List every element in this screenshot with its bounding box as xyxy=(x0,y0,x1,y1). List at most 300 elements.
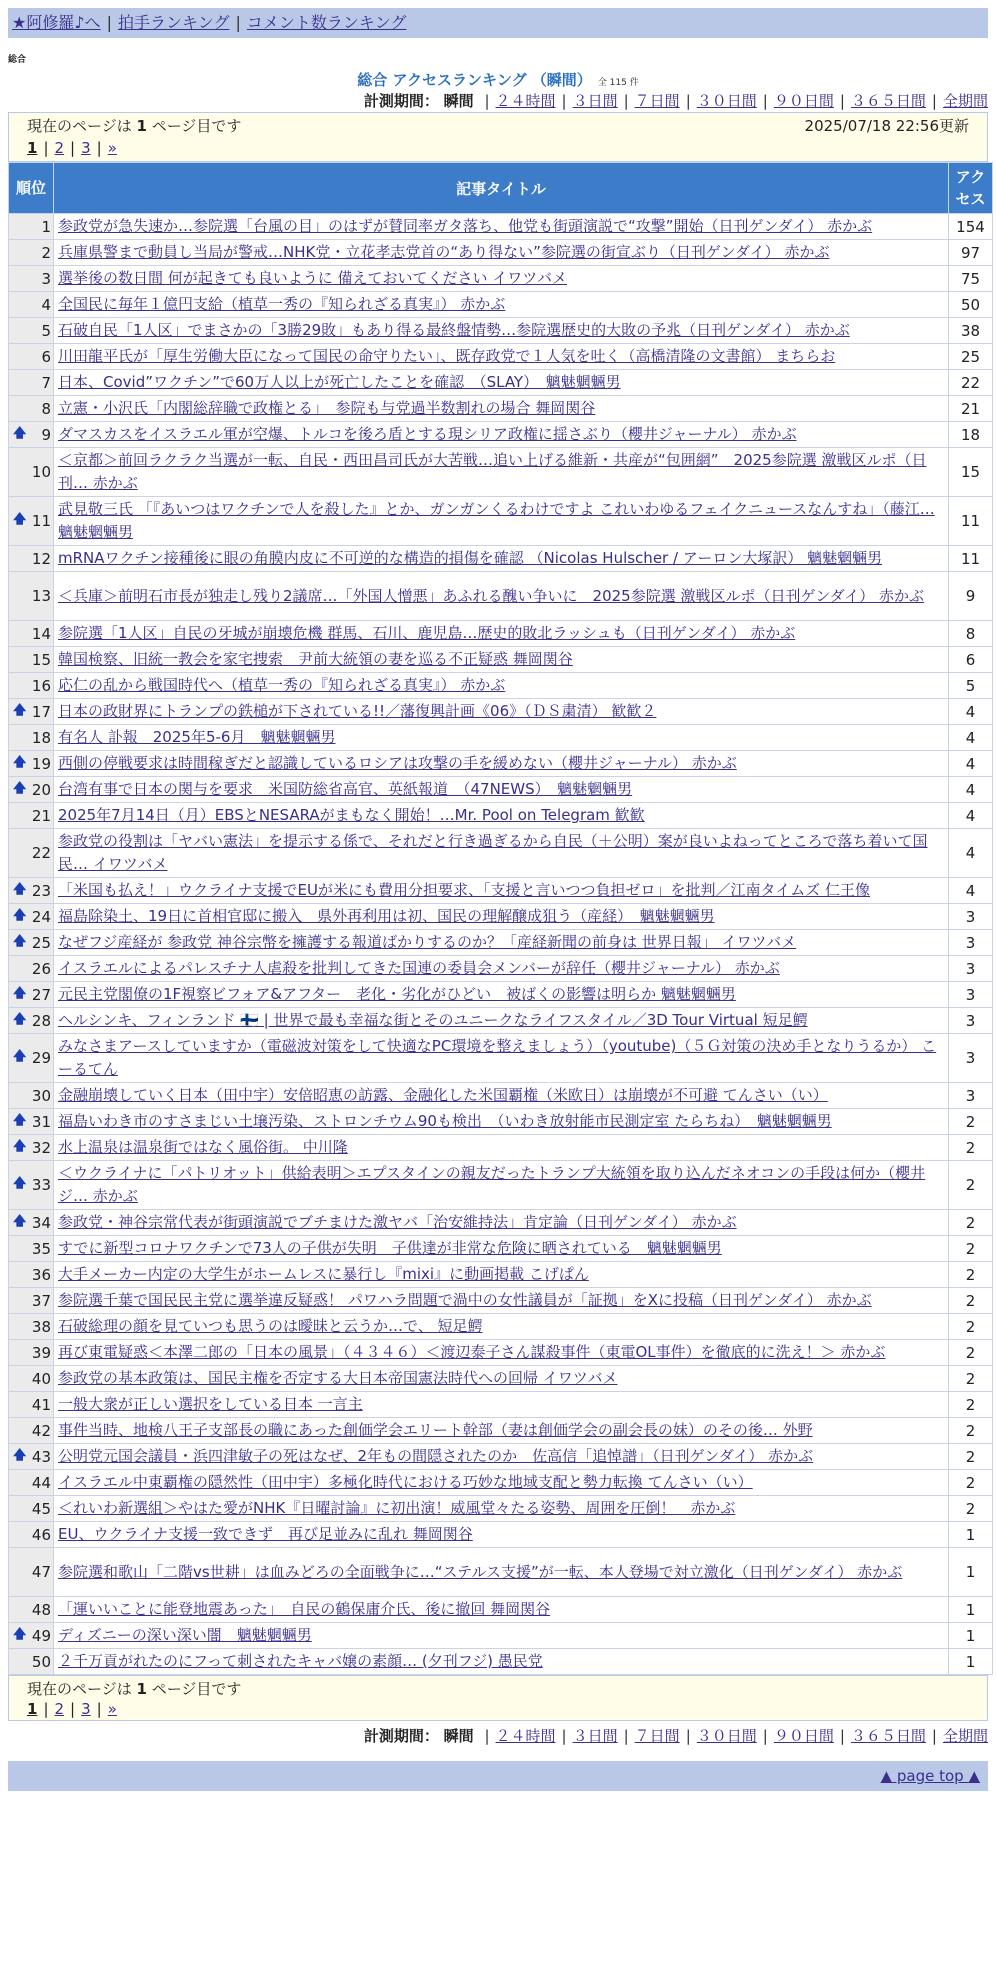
article-link[interactable]: 福島除染土、19日に首相官邸に搬入 県外再利用は初、国民の理解醸成狙う（産経） 魑魅魍魎男 xyxy=(58,907,715,925)
title-cell xyxy=(54,673,949,699)
access-count: 4 xyxy=(949,829,993,878)
rank-cell xyxy=(9,751,54,777)
rank-cell xyxy=(9,497,54,546)
table-row xyxy=(9,1083,993,1109)
rank-number: 41 xyxy=(31,1395,51,1414)
period-separator: | xyxy=(623,1727,629,1745)
access-count: 2 xyxy=(949,1340,993,1366)
rank-up-arrow-icon: 🡅 xyxy=(13,985,27,1001)
access-count: 6 xyxy=(949,647,993,673)
article-link[interactable]: 川田龍平氏が「厚生労働大臣になって国民の命守りたい」、既存政党で１人気を吐く（高橋清隆の文書館） まちらお xyxy=(58,347,836,365)
rank-number: 19 xyxy=(31,754,51,773)
rank-number: 2 xyxy=(41,243,51,262)
access-count: 9 xyxy=(949,572,993,621)
rank-number: 32 xyxy=(31,1138,51,1157)
rank-cell xyxy=(9,725,54,751)
pager-current: 1 xyxy=(27,139,38,157)
rank-up-arrow-icon: 🡅 xyxy=(13,512,27,527)
rank-cell xyxy=(9,266,54,292)
table-row xyxy=(9,1649,993,1675)
rank-number: 34 xyxy=(31,1213,51,1232)
rank-cell xyxy=(9,318,54,344)
table-row xyxy=(9,673,993,699)
title-cell xyxy=(54,1392,949,1418)
rank-up-arrow-icon: 🡅 xyxy=(13,780,27,796)
rank-cell xyxy=(9,344,54,370)
rank-cell xyxy=(9,1288,54,1314)
rank-number: 7 xyxy=(41,373,51,392)
table-row xyxy=(9,1623,993,1649)
rank-number: 23 xyxy=(31,881,51,900)
rank-number: 45 xyxy=(31,1499,51,1518)
article-link[interactable]: 石破総理の顔を見ていつも思うのは曖昧と云うか…で、 短足鰐 xyxy=(58,1317,483,1335)
article-link[interactable]: 石破自民「1人区」でまさかの「3勝29敗」もあり得る最終盤情勢…参院選歴史的大敗の予兆（日刊ゲンダイ） 赤かぶ xyxy=(58,321,850,339)
access-count: 4 xyxy=(949,699,993,725)
table-row xyxy=(9,725,993,751)
rank-number: 26 xyxy=(31,959,51,978)
period-link[interactable]: ３６５日間 xyxy=(850,92,926,110)
period-link[interactable]: ９０日間 xyxy=(773,92,834,110)
rank-number: 10 xyxy=(31,463,51,481)
article-link[interactable]: 参院選「1人区」自民の牙城が崩壊危機 群馬、石川、鹿児島…歴史的敗北ラッシュも（日刊ゲンダイ） 赤かぶ xyxy=(58,624,796,642)
access-count: 2 xyxy=(949,1418,993,1444)
period-separator: | xyxy=(762,1727,768,1745)
access-count: 3 xyxy=(949,982,993,1008)
rank-cell xyxy=(9,1210,54,1236)
table-row xyxy=(9,1597,993,1623)
table-row xyxy=(9,956,993,982)
article-link[interactable]: 「運いいことに能登地震あった」 自民の鶴保庸介氏、後に撤回 舞岡関谷 xyxy=(58,1600,551,1618)
title-cell xyxy=(54,214,949,240)
title-cell xyxy=(54,1444,949,1470)
rank-cell xyxy=(9,699,54,725)
article-link[interactable]: 韓国検察、旧統一教会を家宅捜索 尹前大統領の妻を巡る不正疑惑 舞岡関谷 xyxy=(58,650,573,668)
current-page-text-bottom: 現在のページは 1 ページ目です xyxy=(27,1680,242,1698)
title-cell xyxy=(54,266,949,292)
title-cell xyxy=(54,647,949,673)
access-count: 3 xyxy=(949,1008,993,1034)
period-link[interactable]: ２４時間 xyxy=(495,92,556,110)
table-row xyxy=(9,546,993,572)
period-separator: | xyxy=(931,92,937,110)
title-cell xyxy=(54,572,949,621)
period-link[interactable]: ３６５日間 xyxy=(850,1727,926,1745)
rank-cell xyxy=(9,422,54,448)
rank-number: 30 xyxy=(31,1086,51,1105)
article-link[interactable]: 選挙後の数日間 何が起きても良いように 備えておいてください イワツバメ xyxy=(58,269,568,287)
pager-separator: | xyxy=(70,1700,76,1718)
rank-cell xyxy=(9,1418,54,1444)
title-cell xyxy=(54,930,949,956)
table-row xyxy=(9,422,993,448)
article-link[interactable]: 参院選千葉で国民民主党に選挙違反疑惑！ パワハラ問題で渦中の女性議員が「証拠」をXに投稿（日刊ゲンダイ） 赤かぶ xyxy=(58,1291,872,1309)
title-cell xyxy=(54,497,949,546)
article-link[interactable]: 元民主党閣僚の1F視察ビフォア&アフター 老化・劣化がひどい 被ばくの影響は明らか 魑魅魍魎男 xyxy=(58,985,736,1003)
table-row xyxy=(9,1262,993,1288)
period-links xyxy=(478,92,988,110)
table-row xyxy=(9,777,993,803)
rank-cell xyxy=(9,1262,54,1288)
rank-number: 3 xyxy=(41,269,51,288)
table-row xyxy=(9,699,993,725)
article-link[interactable]: なぜフジ産経が 参政党 神谷宗幣を擁護する報道ばかりするのか？「産経新聞の前身は 世界日報」 イワツバメ xyxy=(58,933,797,951)
rank-cell xyxy=(9,647,54,673)
home-link[interactable]: ★阿修羅♪へ xyxy=(12,13,101,32)
pager-separator: | xyxy=(43,1700,49,1718)
access-count: 8 xyxy=(949,621,993,647)
title-cell xyxy=(54,725,949,751)
title-cell xyxy=(54,1210,949,1236)
access-count: 50 xyxy=(949,292,993,318)
article-link[interactable]: 台湾有事で日本の関与を要求 米国防総省高官、英紙報道 （47NEWS） 魑魅魍魎男 xyxy=(58,780,633,798)
table-row xyxy=(9,829,993,878)
rank-cell xyxy=(9,1340,54,1366)
article-link[interactable]: 立憲・小沢氏「内閣総辞職で政権とる」 参院も与党過半数割れの場合 舞岡関谷 xyxy=(58,399,596,417)
table-row xyxy=(9,266,993,292)
access-count: 3 xyxy=(949,956,993,982)
article-link[interactable]: ＜ウクライナに「パトリオット」供給表明＞エプスタインの親友だったトランプ大統領を取り込んだネオコンの手段は何か（櫻井ジ… 赤かぶ xyxy=(58,1164,926,1205)
table-row xyxy=(9,982,993,1008)
rank-cell xyxy=(9,930,54,956)
rank-number: 31 xyxy=(31,1112,51,1131)
table-row xyxy=(9,1314,993,1340)
article-link[interactable]: イスラエルによるパレスチナ人虐殺を批判してきた国連の委員会メンバーが辞任（櫻井ジャーナル） 赤かぶ xyxy=(58,959,780,977)
rank-cell xyxy=(9,1135,54,1161)
access-count: 2 xyxy=(949,1135,993,1161)
pager-link[interactable]: 3 xyxy=(81,1700,91,1718)
table-row xyxy=(9,344,993,370)
period-link[interactable]: ７日間 xyxy=(634,1727,680,1745)
access-count: 25 xyxy=(949,344,993,370)
access-count: 1 xyxy=(949,1548,993,1597)
title-cell xyxy=(54,1161,949,1210)
page-title-text: 総合 アクセスランキング （瞬間） xyxy=(357,71,592,89)
access-count: 75 xyxy=(949,266,993,292)
period-label: 計測期間： xyxy=(363,92,439,110)
article-link[interactable]: 参政党・神谷宗常代表が街頭演説でブチまけた激ヤバ「治安維持法」肯定論（日刊ゲンダイ） 赤かぶ xyxy=(58,1213,737,1231)
period-link[interactable]: ９０日間 xyxy=(773,1727,834,1745)
table-row xyxy=(9,1470,993,1496)
table-row xyxy=(9,292,993,318)
table-row xyxy=(9,1548,993,1597)
rank-cell xyxy=(9,1444,54,1470)
table-row xyxy=(9,1008,993,1034)
title-cell xyxy=(54,546,949,572)
article-link[interactable]: 水上温泉は温泉街ではなく風俗街。 中川隆 xyxy=(58,1138,348,1156)
article-link[interactable]: 「米国も払え！」ウクライナ支援でEUが米にも費用分担要求、「支援と言いつつ負担ゼロ」を批判／江南タイムズ 仁王像 xyxy=(58,881,870,899)
article-link[interactable]: ２千万貢がれたのにフって刺されたキャバ嬢の素顔… (夕刊フジ) 愚民党 xyxy=(58,1652,543,1670)
table-row xyxy=(9,1522,993,1548)
access-count: 2 xyxy=(949,1470,993,1496)
table-row xyxy=(9,572,993,621)
article-link[interactable]: 金融崩壊していく日本（田中宇）安倍昭恵の訪露、金融化した米国覇権（米欧日）は崩壊が不可避 てんさい（い） xyxy=(58,1086,828,1104)
rank-number: 12 xyxy=(31,549,51,568)
title-cell xyxy=(54,956,949,982)
access-count: 3 xyxy=(949,930,993,956)
article-link[interactable]: 公明党元国会議員・浜四津敏子の死はなぜ、2年もの間隠されたのか 佐高信「追悼譜」（日刊ゲンダイ） 赤かぶ xyxy=(58,1447,814,1465)
article-link[interactable]: 2025年7月14日（月）EBSとNESARAがまもなく開始！…Mr. Pool on Telegram 歓歓 xyxy=(58,806,645,824)
table-row xyxy=(9,214,993,240)
table-row xyxy=(9,1135,993,1161)
access-count: 3 xyxy=(949,1083,993,1109)
rank-up-arrow-icon: 🡅 xyxy=(13,881,27,897)
article-link[interactable]: 参院選和歌山「二階vs世耕」は血みどろの全面戦争に…“ステルス支援”が一転、本人登場で対立激化（日刊ゲンダイ） 赤かぶ xyxy=(58,1562,903,1581)
article-link[interactable]: みなさまアースしていますか（電磁波対策をして快適なPC環境を整えましょう）（youtube)（５Ｇ対策の決め手となりうるか） こーるてん xyxy=(58,1037,937,1078)
period-link[interactable]: ２４時間 xyxy=(495,1727,556,1745)
article-link[interactable]: 再び東電疑惑＜本澤二郎の「日本の風景」（４３４６）＜渡辺泰子さん謀殺事件（東電OL事件）を徹底的に洗え！＞ 赤かぶ xyxy=(58,1343,886,1361)
rank-cell xyxy=(9,1649,54,1675)
table-row xyxy=(9,1496,993,1522)
rank-number: 24 xyxy=(31,907,51,926)
rank-cell xyxy=(9,829,54,878)
pager-link[interactable]: 2 xyxy=(54,139,65,157)
rank-number: 11 xyxy=(31,512,51,530)
rank-cell xyxy=(9,1161,54,1210)
table-row xyxy=(9,621,993,647)
nav-separator: | xyxy=(235,13,241,32)
rank-up-arrow-icon: 🡅 xyxy=(13,425,27,441)
rank-number: 37 xyxy=(31,1291,51,1310)
table-row xyxy=(9,930,993,956)
period-separator: | xyxy=(561,92,567,110)
rank-number: 27 xyxy=(31,985,51,1004)
table-row xyxy=(9,370,993,396)
top-nav-bar xyxy=(8,8,988,38)
access-count: 21 xyxy=(949,396,993,422)
rank-cell xyxy=(9,1522,54,1548)
table-row xyxy=(9,1109,993,1135)
rank-cell xyxy=(9,1034,54,1083)
rank-number: 17 xyxy=(31,702,51,721)
total-count: 全 115 件 xyxy=(597,78,639,88)
rank-number: 6 xyxy=(41,347,51,366)
pager-link[interactable]: 2 xyxy=(54,1700,65,1718)
rank-up-arrow-icon: 🡅 xyxy=(13,1112,27,1128)
article-link[interactable]: mRNAワクチン接種後に眼の角膜内皮に不可逆的な構造的損傷を確認 （Nicolas Hulscher / アーロン大塚訳） 魑魅魍魎男 xyxy=(58,549,883,567)
title-cell xyxy=(54,777,949,803)
rank-cell xyxy=(9,1314,54,1340)
access-count: 3 xyxy=(949,1034,993,1083)
rank-cell xyxy=(9,1008,54,1034)
access-count: 2 xyxy=(949,1496,993,1522)
access-count: 2 xyxy=(949,1210,993,1236)
rank-cell xyxy=(9,982,54,1008)
title-cell xyxy=(54,1623,949,1649)
breadcrumb: 総合 xyxy=(8,55,27,65)
ranking-table xyxy=(8,162,993,1675)
pager-top xyxy=(27,137,969,159)
rank-cell xyxy=(9,878,54,904)
rank-up-arrow-icon: 🡅 xyxy=(13,702,27,718)
nav-separator: | xyxy=(106,13,112,32)
period-link[interactable]: ３日間 xyxy=(572,92,618,110)
comment-ranking-link[interactable]: コメント数ランキング xyxy=(246,13,407,32)
period-link[interactable]: ３０日間 xyxy=(696,1727,757,1745)
title-cell xyxy=(54,829,949,878)
article-link[interactable]: ダマスカスをイスラエル軍が空爆、トルコを後ろ盾とする現シリア政権に揺さぶり（櫻井ジャーナル） 赤かぶ xyxy=(58,425,797,443)
rank-up-arrow-icon: 🡅 xyxy=(13,1626,27,1642)
pager-next-link[interactable]: » xyxy=(107,1700,117,1718)
period-link[interactable]: ３日間 xyxy=(572,1727,618,1745)
rank-cell xyxy=(9,292,54,318)
article-link[interactable]: 事件当時、地検八王子支部長の職にあった創価学会エリート幹部（妻は創価学会の副会長の妹）のその後… 外野 xyxy=(58,1421,813,1439)
title-cell xyxy=(54,240,949,266)
article-link[interactable]: 西側の停戦要求は時間稼ぎだと認識しているロシアは攻撃の手を緩めない（櫻井ジャーナル） 赤かぶ xyxy=(58,754,737,772)
table-row xyxy=(9,396,993,422)
rank-number: 20 xyxy=(31,780,51,799)
period-link[interactable]: ７日間 xyxy=(634,92,680,110)
rank-number: 36 xyxy=(31,1265,51,1284)
rank-cell xyxy=(9,673,54,699)
pager-separator: | xyxy=(96,1700,102,1718)
rank-cell xyxy=(9,370,54,396)
article-link[interactable]: 応仁の乱から戦国時代へ（植草一秀の『知られざる真実』） 赤かぶ xyxy=(58,676,506,694)
access-count: 2 xyxy=(949,1236,993,1262)
access-count: 5 xyxy=(949,673,993,699)
rank-cell xyxy=(9,1236,54,1262)
table-row xyxy=(9,1340,993,1366)
period-separator: | xyxy=(484,92,490,110)
rank-number: 5 xyxy=(41,321,51,340)
rank-cell xyxy=(9,1109,54,1135)
title-cell xyxy=(54,292,949,318)
article-link[interactable]: 兵庫県警まで動員し当局が警戒…NHK党・立花孝志党首の“あり得ない”参院選の街宣ぶり（日刊ゲンダイ） 赤かぶ xyxy=(58,243,830,261)
title-cell xyxy=(54,1262,949,1288)
rank-up-arrow-icon: 🡅 xyxy=(13,1138,27,1154)
article-link[interactable]: 全国民に毎年１億円支給（植草一秀の『知られざる真実』） 赤かぶ xyxy=(58,295,506,313)
period-link[interactable]: 全期間 xyxy=(942,1727,988,1745)
pager-current: 1 xyxy=(27,1700,38,1718)
rank-number: 9 xyxy=(41,425,51,444)
title-cell xyxy=(54,1034,949,1083)
access-count: 2 xyxy=(949,1366,993,1392)
rank-number: 43 xyxy=(31,1447,51,1466)
rank-number: 21 xyxy=(31,806,51,825)
article-link[interactable]: 参政党の役割は「ヤバい憲法」を提示する係で、それだと行き過ぎるから自民（＋公明）案が良いよねってところで落ち着いて国民… イワツバメ xyxy=(58,832,928,873)
title-cell xyxy=(54,1597,949,1623)
title-cell xyxy=(54,1418,949,1444)
clap-ranking-link[interactable]: 拍手ランキング xyxy=(117,13,230,32)
title-cell xyxy=(54,1340,949,1366)
access-count: 1 xyxy=(949,1649,993,1675)
access-count: 4 xyxy=(949,878,993,904)
period-current: 瞬間 xyxy=(443,1727,474,1745)
article-link[interactable]: 福島いわき市のすさまじい土壌汚染、ストロンチウム90も検出 （いわき放射能市民測定室 たらちね） 魑魅魍魎男 xyxy=(58,1112,832,1130)
access-count: 18 xyxy=(949,422,993,448)
article-link[interactable]: ＜京都＞前回ラクラク当選が一転、自民・西田昌司氏が大苦戦…追い上げる維新・共産が“包囲網” 2025参院選 激戦区ルポ（日刊… 赤かぶ xyxy=(58,451,927,492)
access-count: 2 xyxy=(949,1161,993,1210)
access-count: 4 xyxy=(949,725,993,751)
rank-cell xyxy=(9,1597,54,1623)
title-cell xyxy=(54,1288,949,1314)
rank-cell xyxy=(9,546,54,572)
access-count: 97 xyxy=(949,240,993,266)
access-count: 22 xyxy=(949,370,993,396)
rank-up-arrow-icon: 🡅 xyxy=(13,1049,27,1064)
current-page-text: 現在のページは 1 ページ目です xyxy=(27,117,242,135)
title-cell xyxy=(54,878,949,904)
access-count: 4 xyxy=(949,751,993,777)
article-link[interactable]: ＜れいわ新選組＞やはた愛がNHK『日曜討論』に初出演！威風堂々たる姿勢、周囲を圧倒！ 赤かぶ xyxy=(58,1499,736,1517)
article-link[interactable]: 一般大衆が正しい選択をしている日本 一言主 xyxy=(58,1395,363,1413)
pager-separator: | xyxy=(96,139,102,157)
footer-bar xyxy=(8,1761,988,1791)
access-count: 154 xyxy=(949,214,993,240)
period-separator: | xyxy=(484,1727,490,1745)
period-links xyxy=(478,1727,988,1745)
rank-cell xyxy=(9,1470,54,1496)
rank-cell xyxy=(9,240,54,266)
period-separator: | xyxy=(762,92,768,110)
rank-number: 15 xyxy=(31,650,51,669)
rank-cell xyxy=(9,1496,54,1522)
title-cell xyxy=(54,1366,949,1392)
article-link[interactable]: 参政党の基本政策は、国民主権を否定する大日本帝国憲法時代への回帰 イワツバメ xyxy=(58,1369,618,1387)
article-link[interactable]: イスラエル中東覇権の隠然性（田中宇）多極化時代における巧妙な地域支配と勢力転換 てんさい（い） xyxy=(58,1473,753,1491)
period-link[interactable]: ３０日間 xyxy=(696,92,757,110)
status-panel-bottom xyxy=(8,1675,988,1721)
table-row xyxy=(9,240,993,266)
pager-separator: | xyxy=(70,139,76,157)
title-cell xyxy=(54,1522,949,1548)
access-count: 15 xyxy=(949,448,993,497)
article-link[interactable]: 大手メーカー内定の大学生がホームレスに暴行し『mixi』に動画掲載 こげぱん xyxy=(58,1265,589,1283)
access-count: 2 xyxy=(949,1314,993,1340)
rank-cell xyxy=(9,1623,54,1649)
period-separator: | xyxy=(623,92,629,110)
article-link[interactable]: 有名人 訃報 2025年5-6月 魑魅魍魎男 xyxy=(58,728,336,746)
title-cell xyxy=(54,1083,949,1109)
rank-number: 18 xyxy=(31,728,51,747)
table-row xyxy=(9,751,993,777)
article-link[interactable]: 日本の政財界にトランプの鉄槌が下されている!!／藩復興計画《06》（ＤＳ粛清） 歓歓２ xyxy=(58,702,657,720)
table-row xyxy=(9,1210,993,1236)
rank-number: 13 xyxy=(31,587,51,605)
pager-next-link[interactable]: » xyxy=(107,139,117,157)
article-link[interactable]: すでに新型コロナワクチンで73人の子供が失明 子供達が非常な危険に晒されている 魑魅魍魎男 xyxy=(58,1239,722,1257)
rank-number: 14 xyxy=(31,624,51,643)
rank-number: 49 xyxy=(31,1626,51,1645)
period-link[interactable]: 全期間 xyxy=(942,92,988,110)
table-row xyxy=(9,1366,993,1392)
access-count: 2 xyxy=(949,1444,993,1470)
rank-cell xyxy=(9,214,54,240)
article-link[interactable]: ヘルシンキ、フィンランド 🇫🇮 | 世界で最も幸福な街とそのユニークなライフスタイル／3D Tour Virtual 短足鰐 xyxy=(58,1011,808,1029)
rank-up-arrow-icon: 🡅 xyxy=(13,1213,27,1229)
rank-cell xyxy=(9,448,54,497)
article-link[interactable]: 参政党が急失速か…参院選「台風の目」のはずが賛同率ガタ落ち、他党も街頭演説で“攻撃”開始（日刊ゲンダイ） 赤かぶ xyxy=(58,217,873,235)
article-link[interactable]: ディズニーの深い深い闇 魑魅魍魎男 xyxy=(58,1626,312,1644)
article-link[interactable]: 武見敬三氏 「『あいつはワクチンで人を殺した』とか、ガンガンくるわけですよ これいわゆるフェイクニュースなんすね」（藤江… 魑魅魍魎男 xyxy=(58,500,935,541)
article-link[interactable]: EU、ウクライナ支援一致できず 再び足並みに乱れ 舞岡関谷 xyxy=(58,1525,473,1543)
rank-number: 1 xyxy=(41,217,51,236)
table-row xyxy=(9,1161,993,1210)
table-row xyxy=(9,904,993,930)
rank-number: 44 xyxy=(31,1473,51,1492)
table-row xyxy=(9,497,993,546)
pager-link[interactable]: 3 xyxy=(81,139,91,157)
rank-number: 8 xyxy=(41,399,51,418)
rank-number: 50 xyxy=(31,1652,51,1671)
title-cell xyxy=(54,751,949,777)
article-link[interactable]: 日本、Covid”ワクチン”で60万人以上が死亡したことを確認 （SLAY） 魑魅魍魎男 xyxy=(58,373,621,391)
rank-cell xyxy=(9,572,54,621)
access-count: 4 xyxy=(949,803,993,829)
table-row xyxy=(9,1392,993,1418)
article-link[interactable]: ＜兵庫＞前明石市長が独走し残り2議席…「外国人憎悪」あふれる醜い争いに 2025参院選 激戦区ルポ（日刊ゲンダイ） 赤かぶ xyxy=(58,586,925,605)
title-cell xyxy=(54,621,949,647)
page-top-link[interactable]: ▲ page top ▲ xyxy=(880,1767,980,1785)
